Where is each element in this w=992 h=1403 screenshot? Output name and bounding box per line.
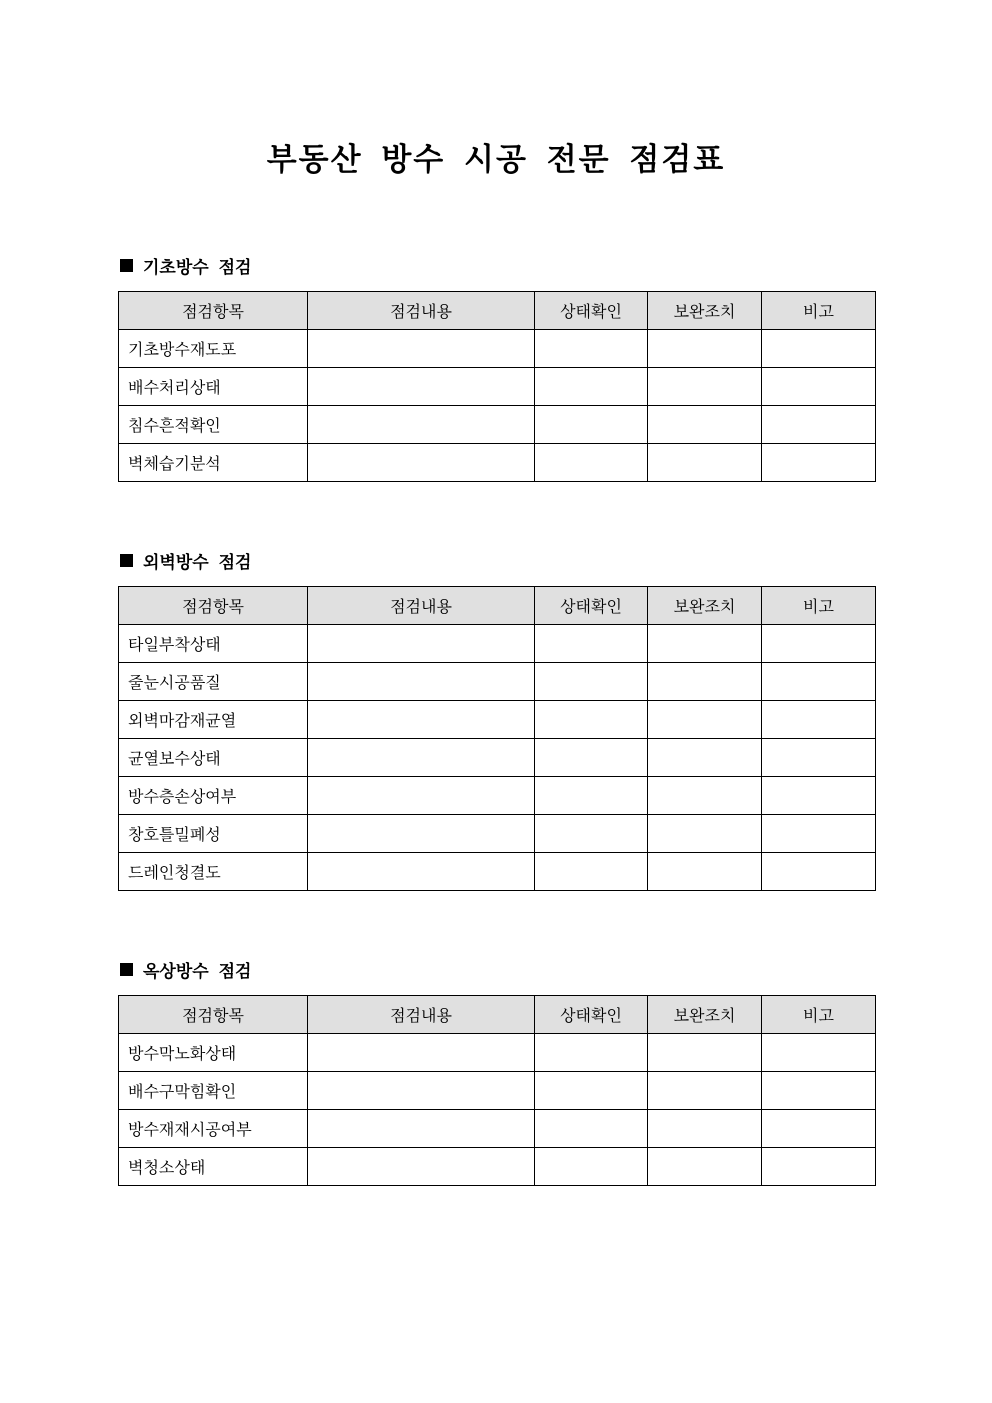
cell-note[interactable] bbox=[762, 777, 876, 815]
cell-item: 타일부착상태 bbox=[119, 625, 308, 663]
section-heading bbox=[118, 548, 875, 572]
cell-action[interactable] bbox=[648, 1110, 762, 1148]
cell-item: 벽청소상태 bbox=[119, 1148, 308, 1186]
cell-status[interactable] bbox=[535, 368, 648, 406]
cell-note[interactable] bbox=[762, 1072, 876, 1110]
table-row bbox=[119, 853, 876, 891]
cell-action[interactable] bbox=[648, 1148, 762, 1186]
cell-note[interactable] bbox=[762, 625, 876, 663]
cell-note[interactable] bbox=[762, 1110, 876, 1148]
table-row bbox=[119, 1072, 876, 1110]
cell-item: 줄눈시공품질 bbox=[119, 663, 308, 701]
column-header-action: 보완조치 bbox=[648, 996, 762, 1034]
cell-action[interactable] bbox=[648, 330, 762, 368]
table-row bbox=[119, 815, 876, 853]
cell-status[interactable] bbox=[535, 777, 648, 815]
cell-action[interactable] bbox=[648, 368, 762, 406]
cell-content[interactable] bbox=[308, 777, 535, 815]
section-heading bbox=[118, 253, 875, 277]
checklist-table bbox=[118, 291, 876, 482]
cell-note[interactable] bbox=[762, 701, 876, 739]
cell-action[interactable] bbox=[648, 739, 762, 777]
cell-status[interactable] bbox=[535, 1148, 648, 1186]
cell-content[interactable] bbox=[308, 1072, 535, 1110]
column-header-content: 점검내용 bbox=[308, 587, 535, 625]
table-row bbox=[119, 625, 876, 663]
cell-content[interactable] bbox=[308, 853, 535, 891]
cell-status[interactable] bbox=[535, 406, 648, 444]
table-header-row bbox=[119, 292, 876, 330]
checklist-table bbox=[118, 995, 876, 1186]
cell-item: 배수처리상태 bbox=[119, 368, 308, 406]
black-square-bullet-icon bbox=[120, 259, 133, 272]
cell-action[interactable] bbox=[648, 1072, 762, 1110]
table-row bbox=[119, 1034, 876, 1072]
cell-item: 방수재재시공여부 bbox=[119, 1110, 308, 1148]
cell-item: 침수흔적확인 bbox=[119, 406, 308, 444]
cell-action[interactable] bbox=[648, 815, 762, 853]
cell-note[interactable] bbox=[762, 368, 876, 406]
cell-item: 균열보수상태 bbox=[119, 739, 308, 777]
cell-note[interactable] bbox=[762, 815, 876, 853]
column-header-item: 점검항목 bbox=[119, 587, 308, 625]
table-header-row bbox=[119, 996, 876, 1034]
table-header-row bbox=[119, 587, 876, 625]
column-header-action: 보완조치 bbox=[648, 587, 762, 625]
cell-status[interactable] bbox=[535, 1110, 648, 1148]
cell-note[interactable] bbox=[762, 853, 876, 891]
cell-status[interactable] bbox=[535, 701, 648, 739]
column-header-status: 상태확인 bbox=[535, 587, 648, 625]
cell-status[interactable] bbox=[535, 815, 648, 853]
table-row bbox=[119, 368, 876, 406]
checklist-table bbox=[118, 586, 876, 891]
table-row bbox=[119, 1148, 876, 1186]
table-row bbox=[119, 701, 876, 739]
section-foundation-waterproofing bbox=[118, 253, 875, 482]
cell-note[interactable] bbox=[762, 663, 876, 701]
cell-status[interactable] bbox=[535, 444, 648, 482]
column-header-note: 비고 bbox=[762, 587, 876, 625]
table-row bbox=[119, 777, 876, 815]
section-heading-text: 옥상방수 점검 bbox=[143, 961, 252, 982]
cell-item: 외벽마감재균열 bbox=[119, 701, 308, 739]
section-exterior-wall-waterproofing bbox=[118, 548, 875, 891]
column-header-action: 보완조치 bbox=[648, 292, 762, 330]
cell-content[interactable] bbox=[308, 330, 535, 368]
cell-action[interactable] bbox=[648, 444, 762, 482]
black-square-bullet-icon bbox=[120, 554, 133, 567]
column-header-item: 점검항목 bbox=[119, 292, 308, 330]
section-heading-text: 외벽방수 점검 bbox=[143, 552, 252, 573]
table-row bbox=[119, 330, 876, 368]
cell-status[interactable] bbox=[535, 330, 648, 368]
cell-status[interactable] bbox=[535, 663, 648, 701]
cell-note[interactable] bbox=[762, 444, 876, 482]
cell-status[interactable] bbox=[535, 625, 648, 663]
cell-item: 기초방수재도포 bbox=[119, 330, 308, 368]
column-header-note: 비고 bbox=[762, 292, 876, 330]
black-square-bullet-icon bbox=[120, 963, 133, 976]
cell-action[interactable] bbox=[648, 777, 762, 815]
cell-note[interactable] bbox=[762, 330, 876, 368]
cell-item: 드레인청결도 bbox=[119, 853, 308, 891]
cell-action[interactable] bbox=[648, 1034, 762, 1072]
cell-content[interactable] bbox=[308, 739, 535, 777]
cell-note[interactable] bbox=[762, 739, 876, 777]
cell-item: 창호틀밀폐성 bbox=[119, 815, 308, 853]
column-header-content: 점검내용 bbox=[308, 996, 535, 1034]
cell-content[interactable] bbox=[308, 1034, 535, 1072]
cell-content[interactable] bbox=[308, 663, 535, 701]
column-header-status: 상태확인 bbox=[535, 292, 648, 330]
cell-status[interactable] bbox=[535, 1072, 648, 1110]
cell-content[interactable] bbox=[308, 701, 535, 739]
cell-content[interactable] bbox=[308, 1148, 535, 1186]
cell-action[interactable] bbox=[648, 406, 762, 444]
cell-item: 벽체습기분석 bbox=[119, 444, 308, 482]
cell-item: 방수막노화상태 bbox=[119, 1034, 308, 1072]
table-row bbox=[119, 663, 876, 701]
cell-note[interactable] bbox=[762, 406, 876, 444]
cell-status[interactable] bbox=[535, 853, 648, 891]
cell-content[interactable] bbox=[308, 406, 535, 444]
table-row bbox=[119, 739, 876, 777]
column-header-note: 비고 bbox=[762, 996, 876, 1034]
column-header-item: 점검항목 bbox=[119, 996, 308, 1034]
page-title: 부동산 방수 시공 전문 점검표 bbox=[266, 142, 726, 178]
cell-status[interactable] bbox=[535, 1034, 648, 1072]
cell-note[interactable] bbox=[762, 1148, 876, 1186]
cell-action[interactable] bbox=[648, 701, 762, 739]
table-row bbox=[119, 444, 876, 482]
column-header-content: 점검내용 bbox=[308, 292, 535, 330]
cell-status[interactable] bbox=[535, 739, 648, 777]
section-heading bbox=[118, 957, 875, 981]
table-row bbox=[119, 406, 876, 444]
cell-content[interactable] bbox=[308, 444, 535, 482]
cell-content[interactable] bbox=[308, 625, 535, 663]
cell-note[interactable] bbox=[762, 1034, 876, 1072]
column-header-status: 상태확인 bbox=[535, 996, 648, 1034]
cell-item: 배수구막힘확인 bbox=[119, 1072, 308, 1110]
table-row bbox=[119, 1110, 876, 1148]
cell-item: 방수층손상여부 bbox=[119, 777, 308, 815]
cell-action[interactable] bbox=[648, 853, 762, 891]
cell-content[interactable] bbox=[308, 368, 535, 406]
cell-content[interactable] bbox=[308, 815, 535, 853]
cell-content[interactable] bbox=[308, 1110, 535, 1148]
section-rooftop-waterproofing bbox=[118, 957, 875, 1186]
section-heading-text: 기초방수 점검 bbox=[143, 257, 252, 278]
cell-action[interactable] bbox=[648, 625, 762, 663]
cell-action[interactable] bbox=[648, 663, 762, 701]
